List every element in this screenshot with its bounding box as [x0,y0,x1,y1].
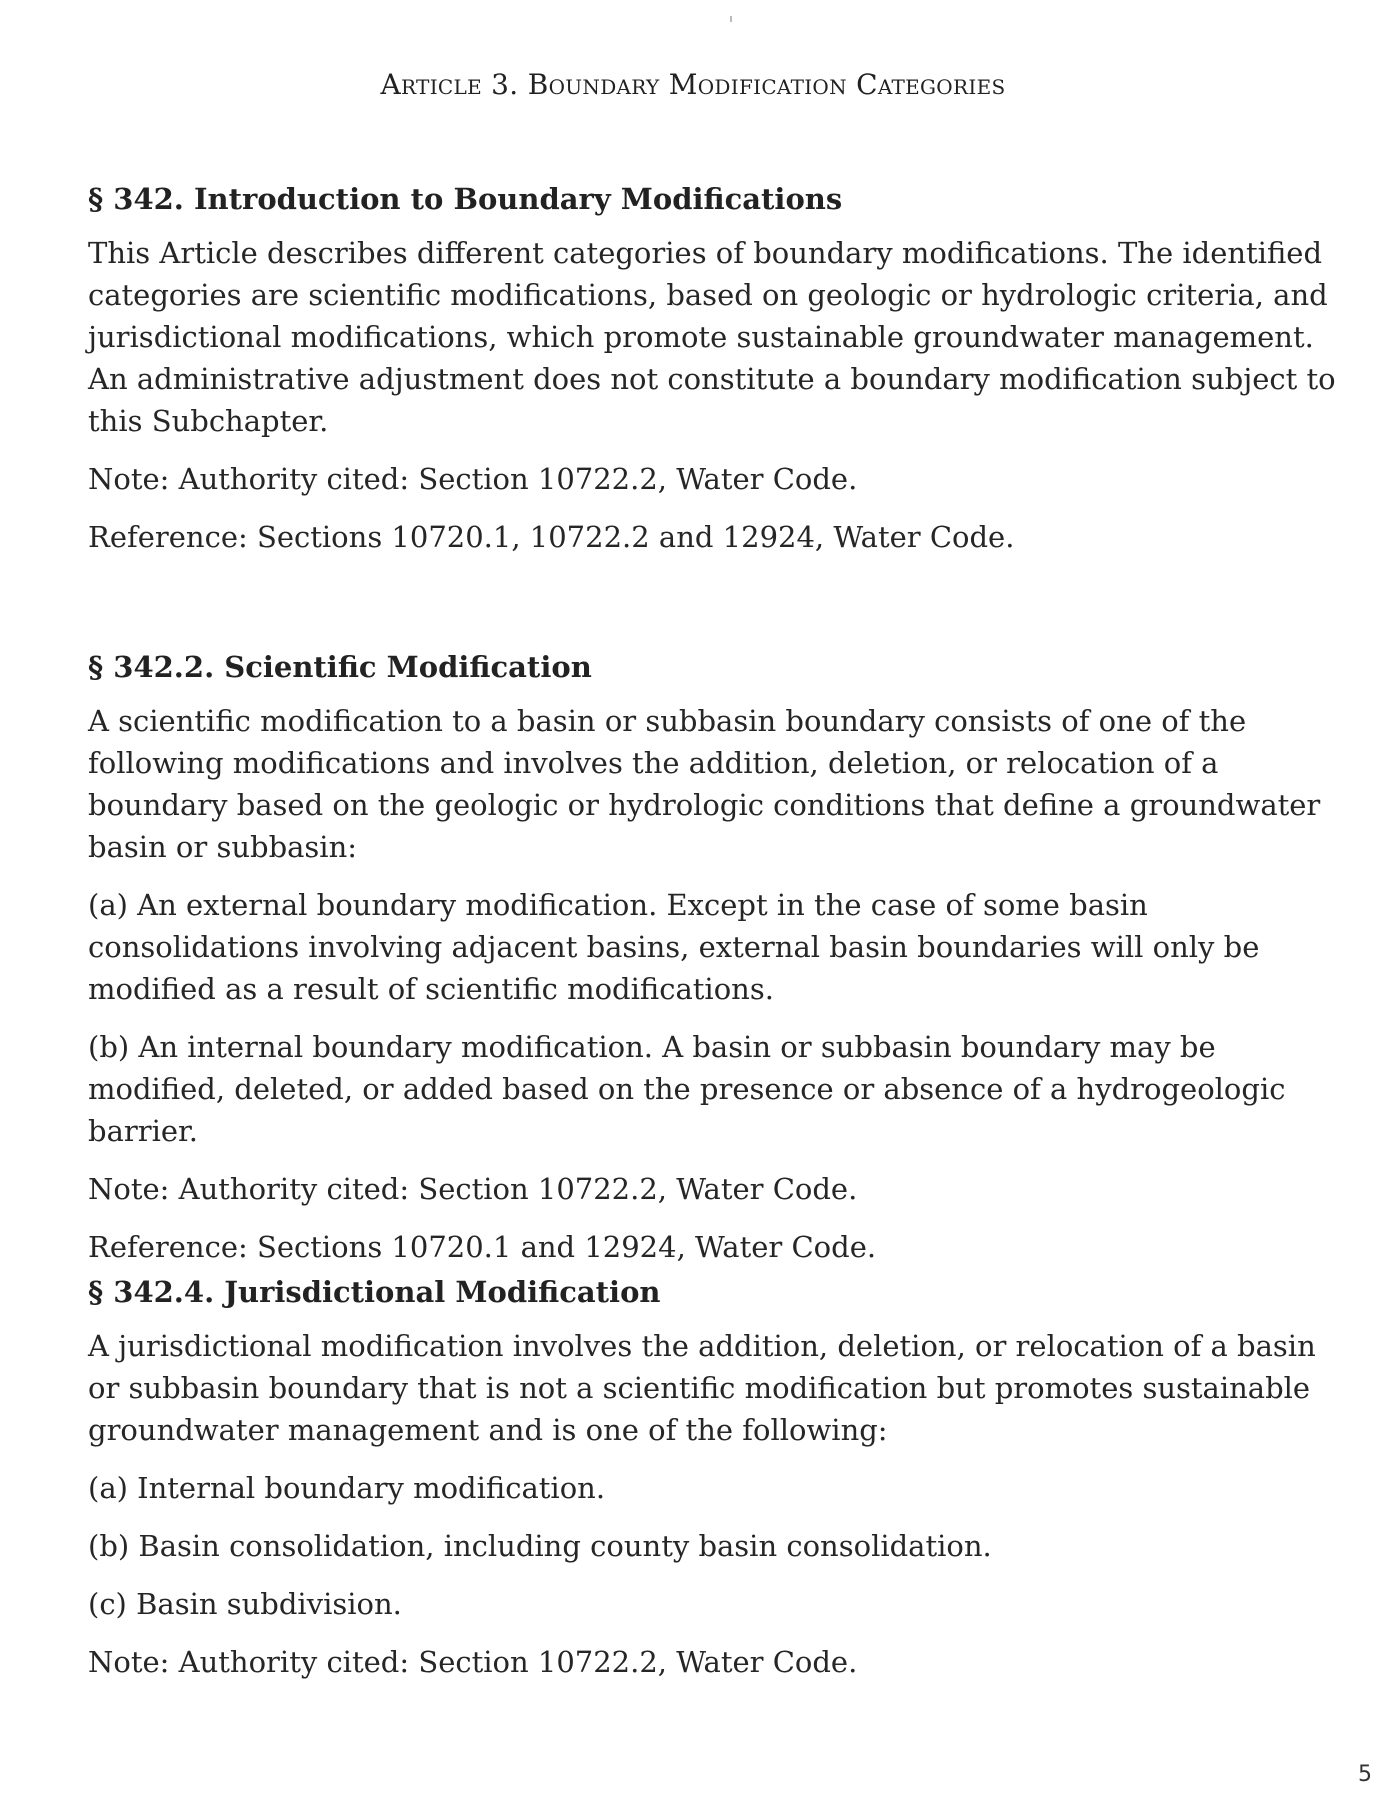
section-reference: Reference: Sections 10720.1 and 12924, Water Code. [88,1230,877,1264]
section-paragraph: A jurisdictional modification involves the addition, deletion, or relocation of a basin or subbasin boundary that is not a scientific modification but promotes sustainable groundwater management and is one of the following: [88,1329,1316,1447]
section-paragraph: This Article describes different categories of boundary modifications. The identified categories are scientific modifications, based on geologic or hydrologic criteria, and jurisdictional modifications, which promote sustainable groundwater management. An administrative adjustment does not constitute a boundary modification subject to this Subchapter. [88,236,1336,438]
section-note: Note: Authority cited: Section 10722.2, Water Code. [88,1172,858,1206]
section-heading: § 342. Introduction to Boundary Modifications [88,182,843,216]
section-note: Note: Authority cited: Section 10722.2, Water Code. [88,1645,858,1679]
section-heading: § 342.4. Jurisdictional Modification [88,1275,661,1309]
section-paragraph: (c) Basin subdivision. [88,1587,402,1621]
article-title: Article 3. Boundary Modification Categories [380,68,1006,101]
section-342 [88,182,1348,574]
page-number: 5 [1358,1762,1372,1787]
section-paragraph: (b) An internal boundary modification. A basin or subbasin boundary may be modified, deleted, or added based on the presence or absence of a hydrogeologic barrier. [88,1030,1286,1148]
scan-speck [730,16,732,22]
section-342-2 [88,650,1348,1284]
section-342-4 [88,1275,1348,1699]
section-paragraph: (a) Internal boundary modification. [88,1471,606,1505]
section-paragraph: (a) An external boundary modification. Except in the case of some basin consolidations involving adjacent basins, external basin boundaries will only be modified as a result of scientific modifications. [88,888,1260,1006]
section-heading: § 342.2. Scientific Modification [88,650,592,684]
section-paragraph: (b) Basin consolidation, including county basin consolidation. [88,1529,992,1563]
section-note: Note: Authority cited: Section 10722.2, Water Code. [88,462,858,496]
section-reference: Reference: Sections 10720.1, 10722.2 and 12924, Water Code. [88,520,1015,554]
section-paragraph: A scientific modification to a basin or subbasin boundary consists of one of the following modifications and involves the addition, deletion, or relocation of a boundary based on the geologic or hydrologic conditions that define a groundwater basin or subbasin: [88,704,1321,864]
